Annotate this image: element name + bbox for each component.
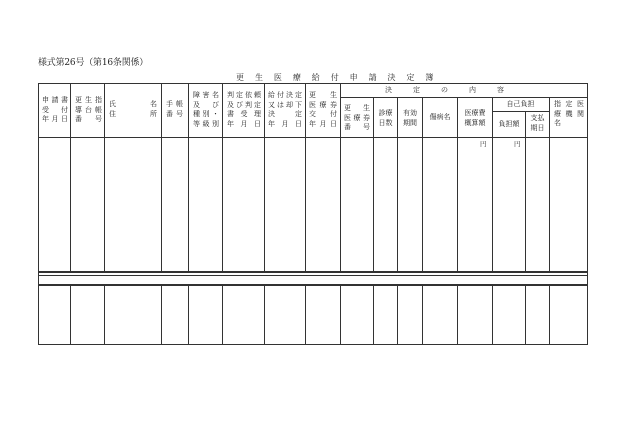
column-line	[188, 284, 189, 345]
column-line	[373, 284, 374, 345]
column-line	[70, 83, 71, 273]
column-line	[264, 284, 265, 345]
column-line	[340, 83, 341, 273]
header-disease-name: 傷病名	[429, 113, 451, 121]
column-line	[525, 111, 526, 273]
header-disability: 障害名 及 び 種別・ 等級別	[193, 91, 219, 128]
column-line	[422, 284, 423, 345]
ledger-table	[38, 83, 588, 345]
column-line	[161, 83, 162, 273]
column-line	[525, 284, 526, 345]
header-ledger-number: 更生指 導台帳 番 号	[75, 96, 102, 124]
self-pay-group-line	[492, 111, 549, 112]
column-line	[397, 284, 398, 345]
header-valid-period: 有効 期間	[403, 109, 417, 127]
header-self-pay-amount: 負担額	[498, 120, 520, 128]
header-ticket-number: 更 生 医療券 番 号	[344, 104, 370, 132]
column-line	[70, 284, 71, 345]
table-border-left	[38, 83, 39, 345]
column-line	[305, 83, 306, 273]
table-border-right	[587, 83, 588, 345]
separator-thick-line-lower	[38, 284, 588, 286]
table-border-top	[38, 83, 588, 84]
column-line	[222, 284, 223, 345]
header-ticket-issue: 更 生 医療券 交 付 年月日	[309, 91, 337, 128]
column-line	[549, 284, 550, 345]
decision-group-line	[340, 97, 588, 98]
column-line	[104, 284, 105, 345]
page-title: 更 生 医 療 給 付 申 請 決 定 簿	[236, 73, 438, 82]
header-bottom-line	[38, 137, 588, 138]
header-benefit-decision: 給付決定 又は却下 決 定 年 月 日	[268, 91, 302, 128]
header-self-pay-group: 自己負担	[506, 100, 535, 108]
header-name-address: 氏 名 住 所	[109, 100, 157, 118]
header-decision-group: 決 定 の 内 容	[385, 86, 504, 94]
form-number-label: 様式第26号（第16条関係）	[38, 58, 149, 68]
header-payment-due: 支払 期日	[530, 114, 545, 132]
column-line	[188, 83, 189, 273]
header-judgement-request: 判定依頼 及び判定 書 受 理 年 月 日	[227, 91, 261, 128]
header-treatment-days: 診療 日数	[378, 109, 393, 127]
yen-unit-self-pay: 円	[514, 140, 521, 148]
column-line	[161, 284, 162, 345]
yen-unit-cost: 円	[480, 140, 487, 148]
header-application-date: 申請書 受 付 年月日	[42, 96, 68, 124]
header-estimated-cost: 医療費 概算額	[464, 109, 486, 127]
table-border-bottom	[38, 344, 588, 345]
column-line	[457, 284, 458, 345]
header-handbook-number: 手帳 番号	[166, 100, 183, 118]
column-line	[549, 97, 550, 273]
column-line	[305, 284, 306, 345]
column-line	[492, 284, 493, 345]
separator-thin-line	[38, 275, 588, 276]
column-line	[264, 83, 265, 273]
column-line	[222, 83, 223, 273]
column-line	[104, 83, 105, 273]
header-designated-institution: 指 定 医 療 機 関 名	[554, 100, 584, 128]
column-line	[422, 97, 423, 273]
column-line	[340, 284, 341, 345]
separator-thick-line	[38, 271, 588, 273]
